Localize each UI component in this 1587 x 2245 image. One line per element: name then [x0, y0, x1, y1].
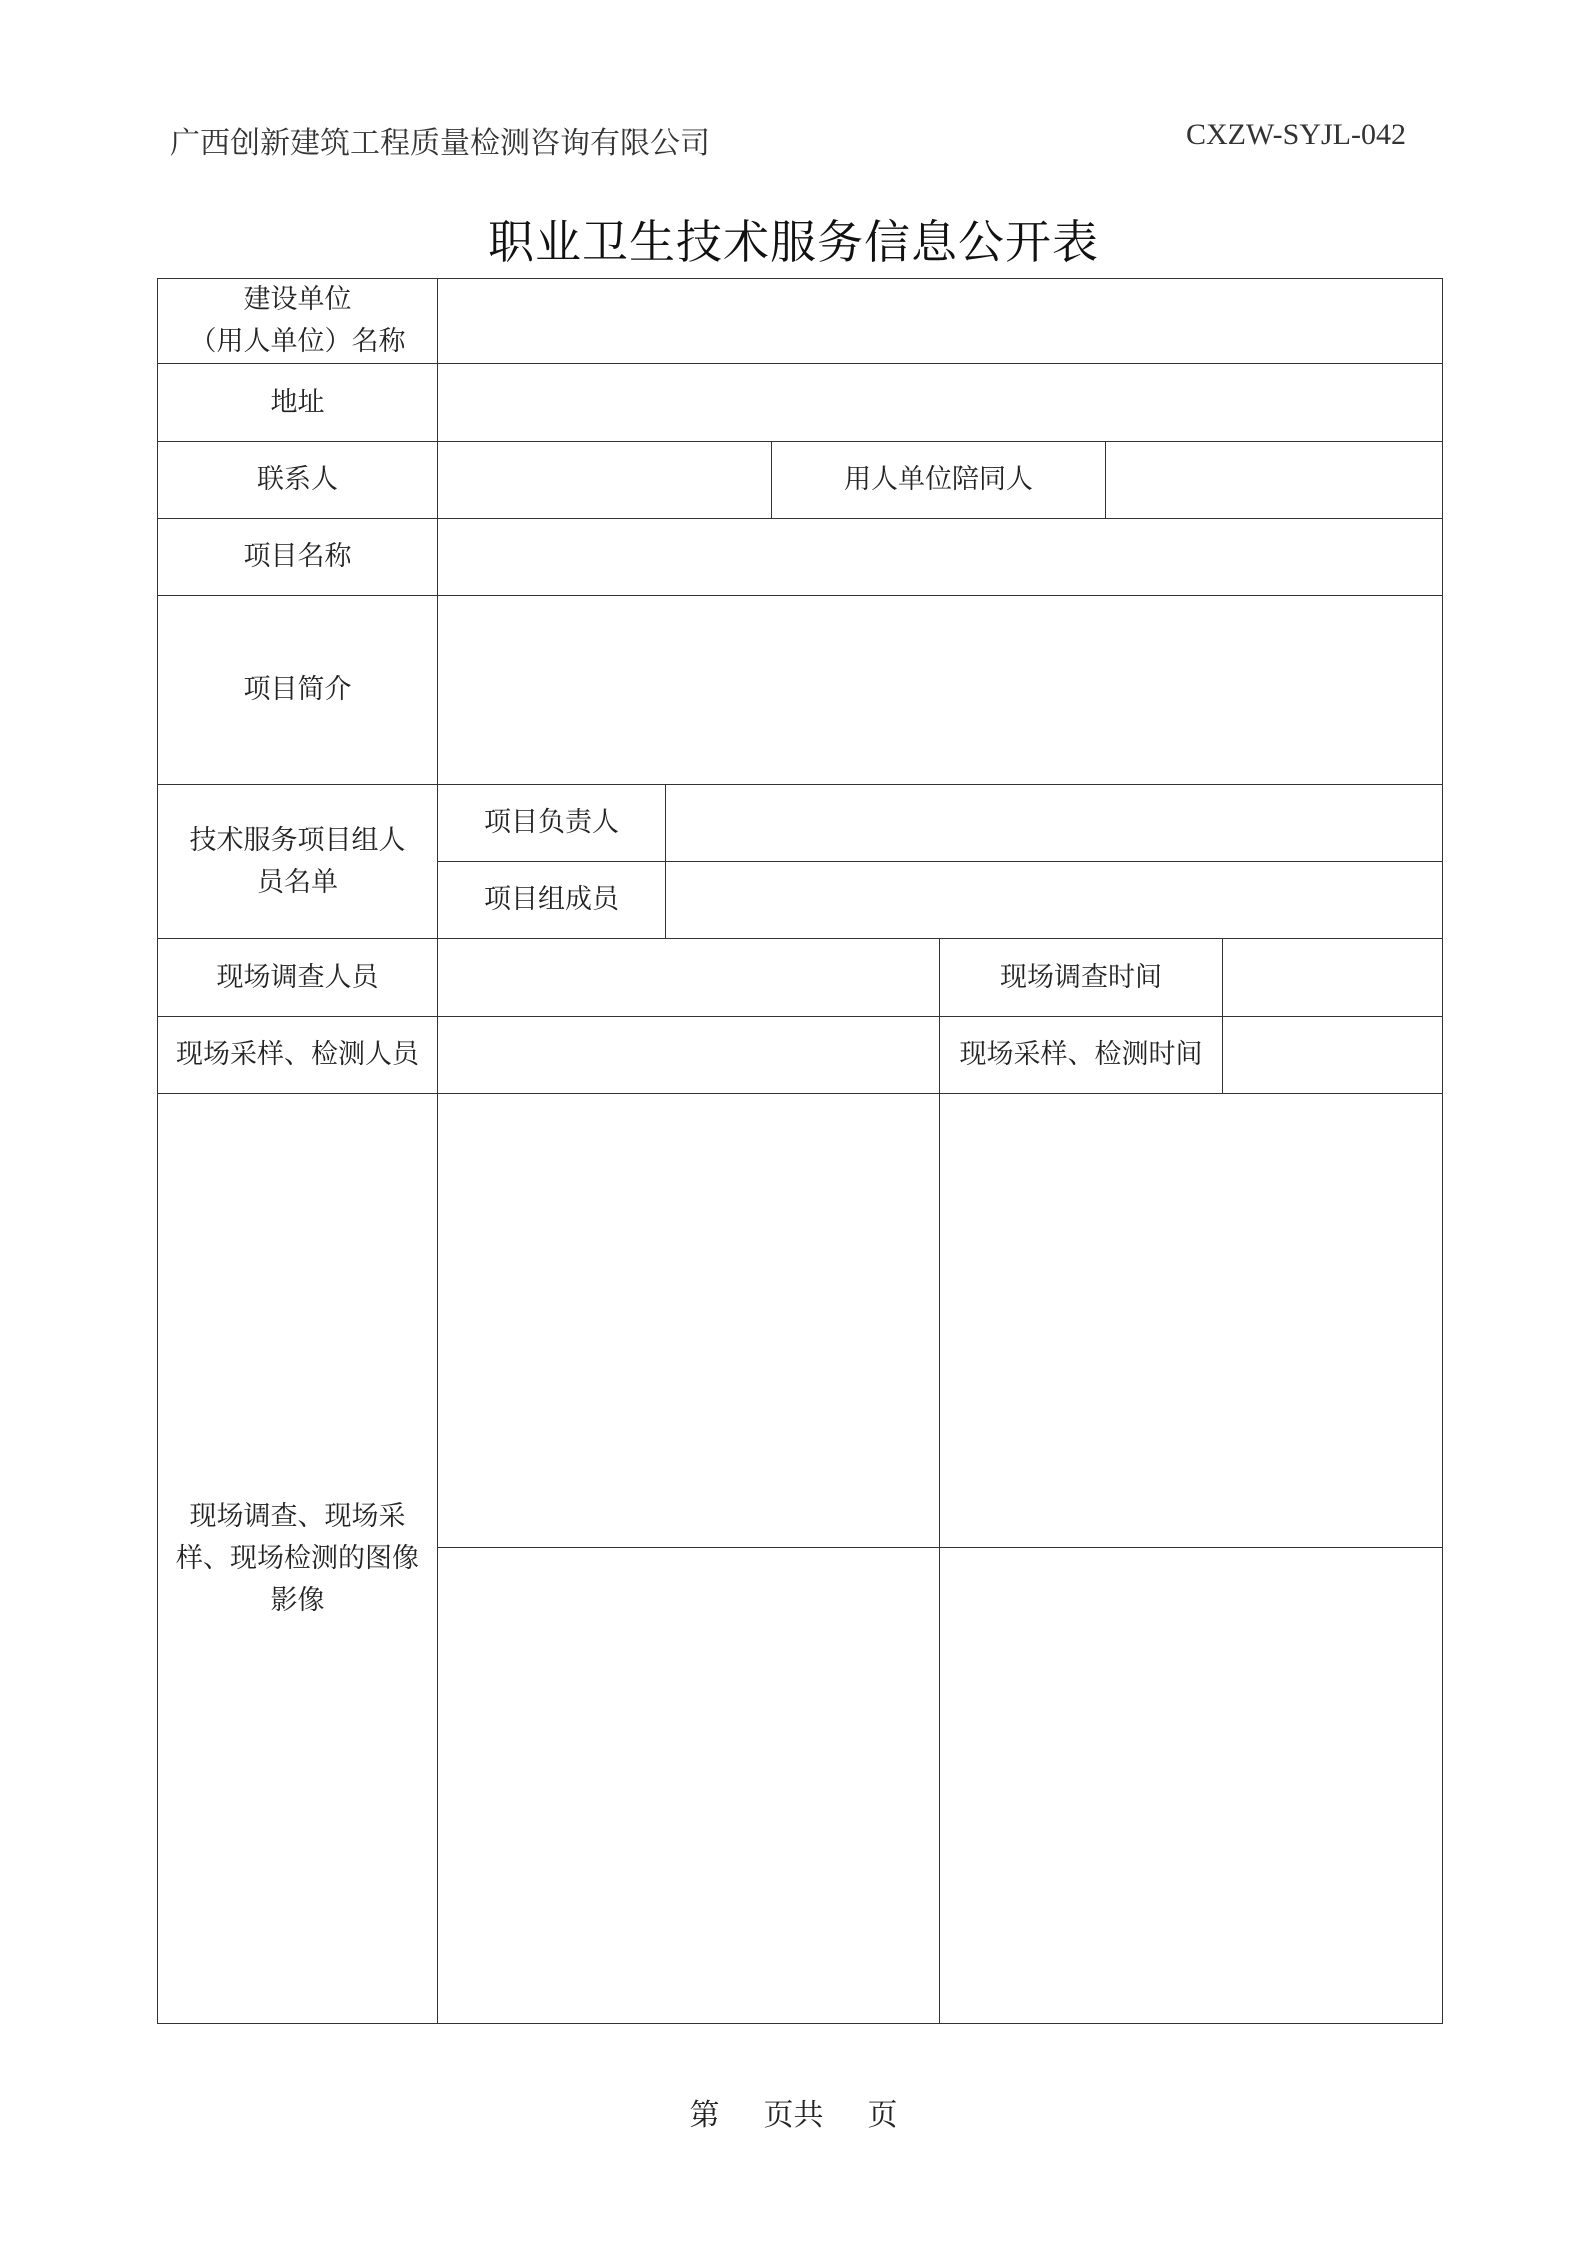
- image-slot-top-left[interactable]: [438, 1094, 940, 1548]
- label-sampling-time: 现场采样、检测时间: [940, 1017, 1223, 1094]
- value-project-leader[interactable]: [666, 785, 1443, 862]
- value-escort[interactable]: [1106, 442, 1443, 519]
- row-contact: [158, 442, 1443, 519]
- value-contact[interactable]: [438, 442, 772, 519]
- row-project-leader: [158, 785, 1443, 862]
- image-slot-bottom-right[interactable]: [940, 1548, 1443, 2024]
- row-unit-name: [158, 279, 1443, 364]
- value-sampling-staff[interactable]: [438, 1017, 940, 1094]
- page-title: 职业卫生技术服务信息公开表: [488, 215, 1099, 269]
- document-code: CXZW-SYJL-042: [1186, 118, 1406, 151]
- label-address: 地址: [158, 364, 438, 442]
- value-address[interactable]: [438, 364, 1443, 442]
- value-unit-name[interactable]: [438, 279, 1443, 364]
- value-project-members[interactable]: [666, 862, 1443, 939]
- row-survey: [158, 939, 1443, 1017]
- label-project-name: 项目名称: [158, 519, 438, 596]
- label-team-list-line2: 员名单: [257, 866, 338, 898]
- label-contact: 联系人: [158, 442, 438, 519]
- footer-page-label: 第: [689, 2098, 720, 2133]
- label-survey-staff: 现场调查人员: [158, 939, 438, 1017]
- label-images-line3: 影像: [270, 1584, 325, 1616]
- value-survey-time[interactable]: [1223, 939, 1443, 1017]
- info-disclosure-table: [157, 278, 1443, 2024]
- image-slot-bottom-left[interactable]: [438, 1548, 940, 2024]
- label-team-list: [158, 785, 438, 939]
- label-escort: 用人单位陪同人: [772, 442, 1106, 519]
- label-project-brief: 项目简介: [158, 596, 438, 785]
- page-footer: [0, 2090, 1587, 2134]
- footer-pages-label: 页: [867, 2098, 898, 2133]
- image-slot-top-right[interactable]: [940, 1094, 1443, 1548]
- label-unit-name-line2: （用人单位）名称: [189, 326, 406, 357]
- row-address: [158, 364, 1443, 442]
- value-sampling-time[interactable]: [1223, 1017, 1443, 1094]
- label-images-line1: 现场调查、现场采: [189, 1500, 406, 1532]
- label-unit-name-line1: 建设单位: [243, 284, 352, 315]
- label-images-line2: 样、现场检测的图像: [176, 1542, 419, 1574]
- row-project-brief: [158, 596, 1443, 785]
- footer-page-of-label: 页共: [763, 2098, 824, 2133]
- label-project-leader: 项目负责人: [438, 785, 666, 862]
- label-sampling-staff: 现场采样、检测人员: [158, 1017, 438, 1094]
- label-team-list-line1: 技术服务项目组人: [189, 824, 406, 856]
- company-name: 广西创新建筑工程质量检测咨询有限公司: [170, 126, 710, 161]
- row-sampling: [158, 1017, 1443, 1094]
- row-project-name: [158, 519, 1443, 596]
- label-survey-time: 现场调查时间: [940, 939, 1223, 1017]
- label-project-members: 项目组成员: [438, 862, 666, 939]
- value-project-brief[interactable]: [438, 596, 1443, 785]
- value-survey-staff[interactable]: [438, 939, 940, 1017]
- label-unit-name: [158, 279, 438, 364]
- value-project-name[interactable]: [438, 519, 1443, 596]
- label-images: [158, 1094, 438, 2024]
- row-images-top: [158, 1094, 1443, 1548]
